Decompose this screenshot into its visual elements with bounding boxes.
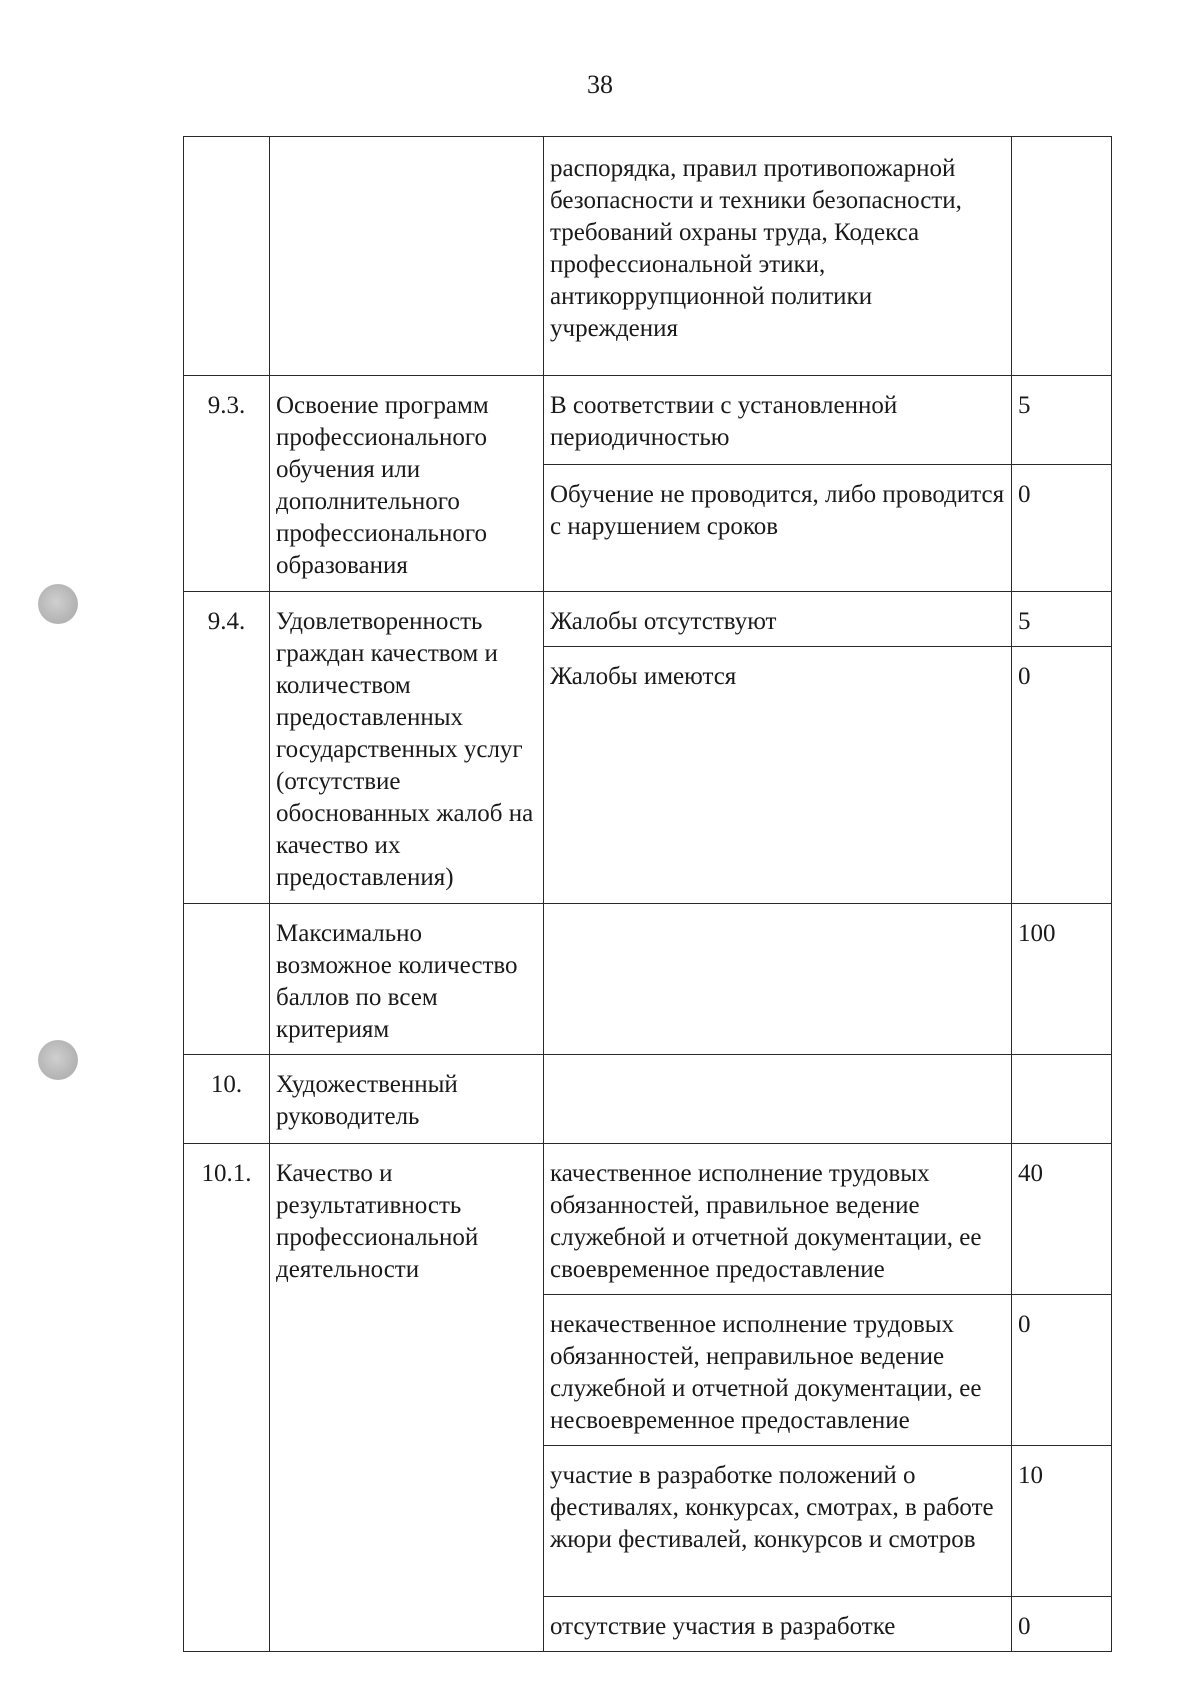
condition-cell: В соответствии с установленной периодичностью bbox=[544, 376, 1012, 465]
criterion-cell: Максимально возможное количество баллов по всем критериям bbox=[270, 904, 544, 1055]
criterion-cell: Качество и результативность профессиональной деятельности bbox=[270, 1144, 544, 1652]
points-cell: 40 bbox=[1012, 1144, 1112, 1295]
row-number-cell: 10. bbox=[184, 1055, 270, 1144]
condition-cell bbox=[544, 904, 1012, 1055]
condition-cell bbox=[544, 1055, 1012, 1144]
punch-hole-mark bbox=[38, 1040, 78, 1080]
condition-cell: отсутствие участия в разработке bbox=[544, 1597, 1012, 1652]
condition-cell: Жалобы отсутствуют bbox=[544, 592, 1012, 647]
table-row bbox=[184, 1055, 1112, 1144]
points-cell: 0 bbox=[1012, 465, 1112, 592]
criterion-cell: Освоение программ профессионального обучения или дополнительного профессионального образования bbox=[270, 376, 544, 592]
points-cell bbox=[1012, 1055, 1112, 1144]
table-row bbox=[184, 376, 1112, 465]
table-row bbox=[184, 1144, 1112, 1295]
table-row bbox=[184, 137, 1112, 376]
points-cell: 100 bbox=[1012, 904, 1112, 1055]
points-cell: 10 bbox=[1012, 1446, 1112, 1597]
points-cell: 0 bbox=[1012, 647, 1112, 904]
points-cell bbox=[1012, 137, 1112, 376]
points-cell: 5 bbox=[1012, 376, 1112, 465]
points-cell: 0 bbox=[1012, 1597, 1112, 1652]
punch-hole-mark bbox=[38, 584, 78, 624]
row-number-cell: 10.1. bbox=[184, 1144, 270, 1652]
table-row bbox=[184, 904, 1112, 1055]
row-number-cell: 9.4. bbox=[184, 592, 270, 904]
criterion-cell bbox=[270, 137, 544, 376]
points-cell: 0 bbox=[1012, 1295, 1112, 1446]
points-cell: 5 bbox=[1012, 592, 1112, 647]
page-number: 38 bbox=[587, 70, 613, 99]
condition-cell: Обучение не проводится, либо проводится с нарушением сроков bbox=[544, 465, 1012, 592]
row-number-cell: 9.3. bbox=[184, 376, 270, 592]
table-row bbox=[184, 592, 1112, 647]
condition-cell: Жалобы имеются bbox=[544, 647, 1012, 904]
criterion-cell: Удовлетворенность граждан качеством и количеством предоставленных государственных услуг (отсутствие обоснованных жалоб на качество их предоставления) bbox=[270, 592, 544, 904]
condition-cell: распорядка, правил противопожарной безопасности и техники безопасности, требований охраны труда, Кодекса профессиональной этики, антикоррупционной политики учреждения bbox=[544, 137, 1012, 376]
row-number-cell bbox=[184, 904, 270, 1055]
row-number-cell bbox=[184, 137, 270, 376]
condition-cell: участие в разработке положений о фестивалях, конкурсах, смотрах, в работе жюри фестивалей, конкурсов и смотров bbox=[544, 1446, 1012, 1597]
criteria-table bbox=[183, 136, 1112, 1652]
condition-cell: некачественное исполнение трудовых обязанностей, неправильное ведение служебной и отчетной документации, ее несвоевременное предоставление bbox=[544, 1295, 1012, 1446]
criterion-cell: Художественный руководитель bbox=[270, 1055, 544, 1144]
condition-cell: качественное исполнение трудовых обязанностей, правильное ведение служебной и отчетной документации, ее своевременное предоставление bbox=[544, 1144, 1012, 1295]
